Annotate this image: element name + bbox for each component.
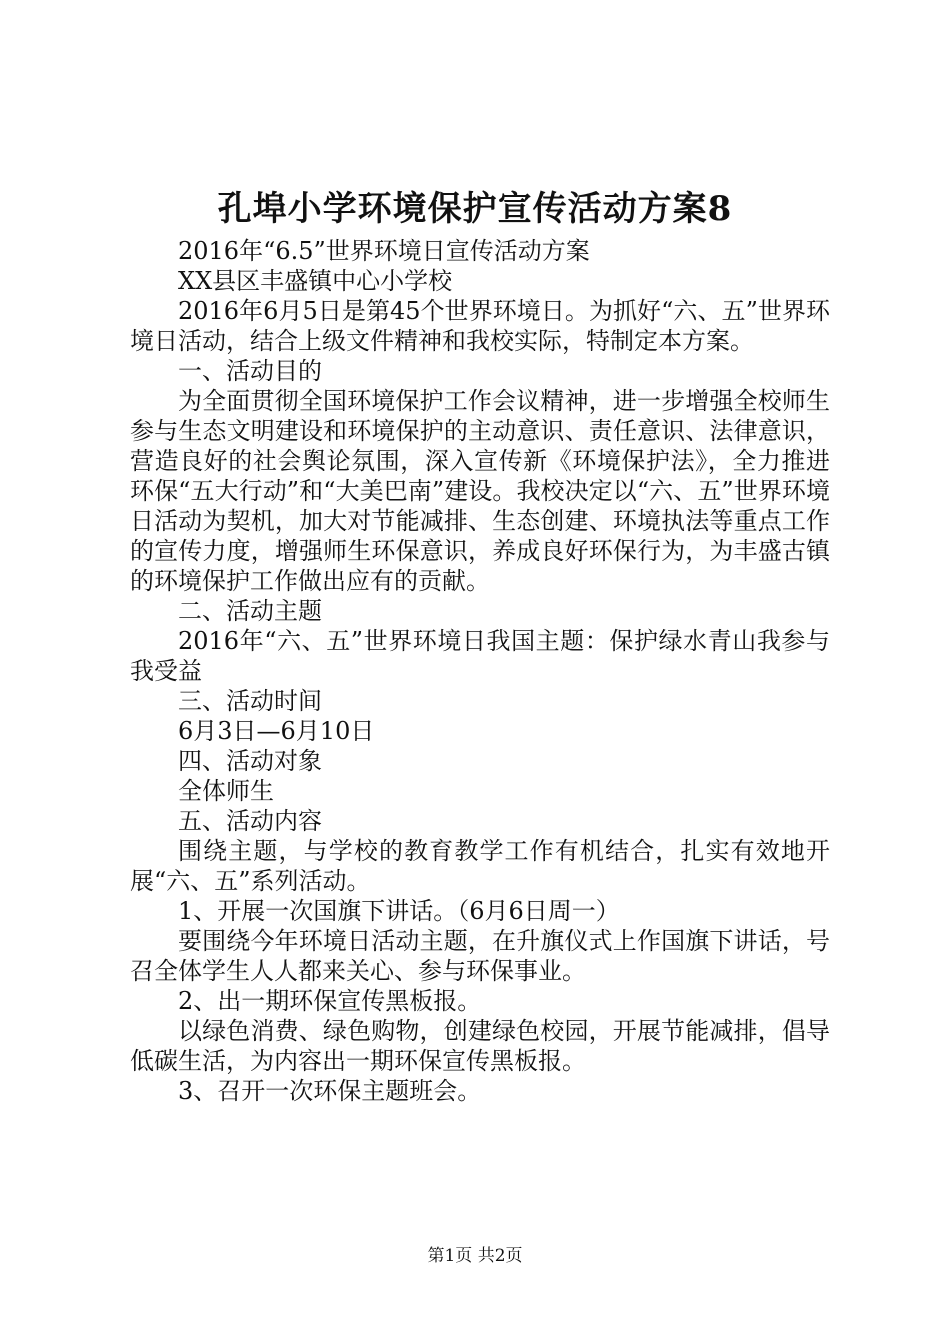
paragraph: 2016年“6.5”世界环境日宣传活动方案	[178, 237, 590, 265]
document-body	[130, 236, 830, 1106]
paragraph: 要围绕今年环境日活动主题，在升旗仪式上作国旗下讲话，号召全体学生人人都来关心、参与环保事业。	[130, 927, 830, 985]
list-item: 2、出一期环保宣传黑板报。	[178, 987, 482, 1015]
paragraph: 2016年“六、五”世界环境日我国主题：保护绿水青山我参与我受益	[130, 627, 830, 685]
section-heading: 五、活动内容	[178, 807, 322, 835]
section-heading: 二、活动主题	[178, 597, 322, 625]
list-item: 1、开展一次国旗下讲话。（6月6日周一）	[178, 897, 620, 925]
paragraph: 为全面贯彻全国环境保护工作会议精神，进一步增强全校师生参与生态文明建设和环境保护的主动意识、责任意识、法律意识，营造良好的社会舆论氛围，深入宣传新《环境保护法》，全力推进环保“五大行动”和“大美巴南”建设。我校决定以“六、五”世界环境日活动为契机，加大对节能减排、生态创建、环境执法等重点工作的宣传力度，增强师生环保意识，养成良好环保行为，为丰盛古镇的环境保护工作做出应有的贡献。	[130, 387, 830, 595]
section-heading: 一、活动目的	[178, 357, 322, 385]
document-title: 孔埠小学环境保护宣传活动方案8	[217, 189, 733, 229]
page-footer: 第1页 共2页	[427, 1246, 523, 1266]
paragraph: 6月3日—6月10日	[178, 717, 375, 745]
list-item: 3、召开一次环保主题班会。	[178, 1077, 482, 1105]
paragraph: 围绕主题，与学校的教育教学工作有机结合，扎实有效地开展“六、五”系列活动。	[130, 837, 830, 895]
section-heading: 四、活动对象	[178, 747, 322, 775]
section-heading: 三、活动时间	[178, 687, 322, 715]
paragraph: XX县区丰盛镇中心小学校	[178, 267, 453, 295]
paragraph: 2016年6月5日是第45个世界环境日。为抓好“六、五”世界环境日活动，结合上级文件精神和我校实际，特制定本方案。	[130, 297, 830, 355]
paragraph: 全体师生	[178, 777, 274, 805]
paragraph: 以绿色消费、绿色购物，创建绿色校园，开展节能减排，倡导低碳生活，为内容出一期环保宣传黑板报。	[130, 1017, 830, 1075]
